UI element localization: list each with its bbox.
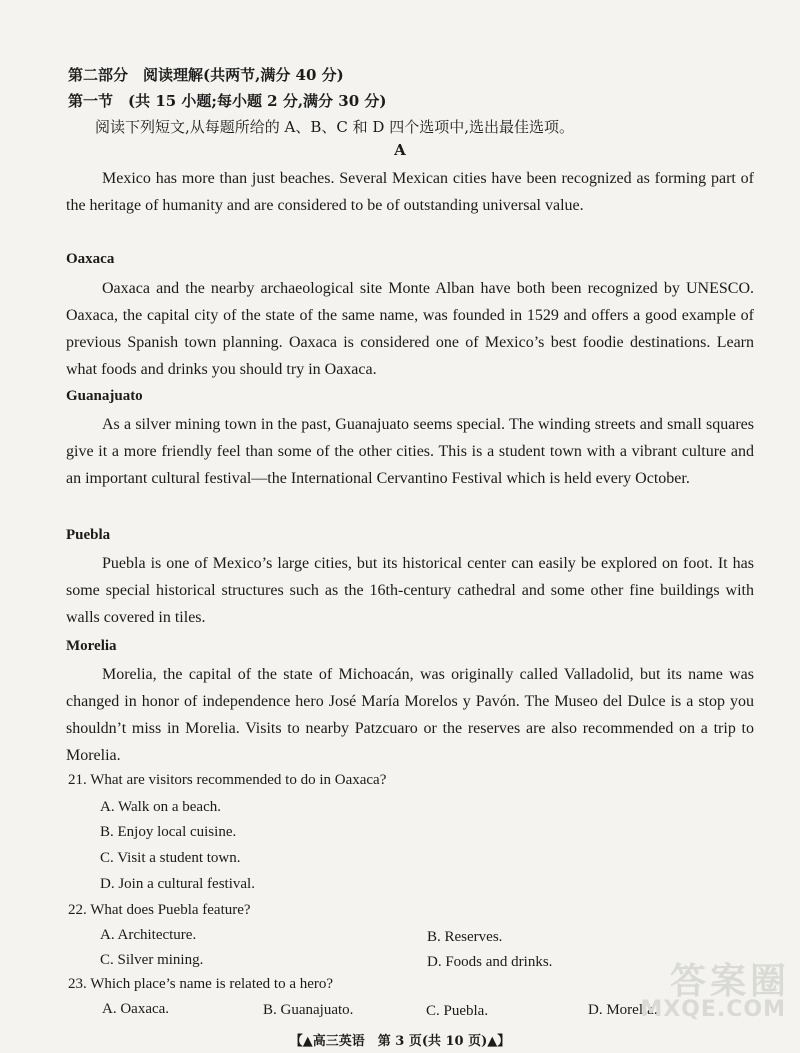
question-22: 22. What does Puebla feature? — [68, 902, 251, 918]
city-heading-morelia: Morelia — [66, 638, 117, 654]
city-heading-oaxaca: Oaxaca — [66, 251, 115, 267]
watermark — [620, 953, 790, 1025]
city-paragraph-morelia: Morelia, the capital of the state of Michoacán, was originally called Valladolid, but its name was changed in honor of independence hero José María Morelos y Pavón. The Museo del Dulce is a stop you shouldn’t miss in Morelia. Visits to nearby Patzcuaro or the reserves are also recommended on a trip to Morelia. — [66, 666, 754, 764]
page-footer: 【▲高三英语 第 3 页(共 10 页)▲】 — [289, 1034, 511, 1049]
q23-option-b: B. Guanajuato. — [263, 1002, 354, 1018]
city-heading-puebla: Puebla — [66, 527, 111, 543]
q21-option-d: D. Join a cultural festival. — [100, 876, 255, 892]
city-paragraph-guanajuato: As a silver mining town in the past, Guanajuato seems special. The winding streets and small squares give it a more friendly feel than some of the other cities. This is a student town with a vibrant culture and an important cultural festival—the International Cervantino Festival which is held every October. — [66, 416, 754, 487]
q22-option-d: D. Foods and drinks. — [427, 954, 553, 970]
watermark-url: MXQE.COM — [640, 997, 786, 1022]
instruction: 阅读下列短文,从每题所给的 A、B、C 和 D 四个选项中,选出最佳选项。 — [95, 118, 574, 136]
q22-option-c: C. Silver mining. — [100, 952, 204, 968]
q21-option-b: B. Enjoy local cuisine. — [100, 824, 237, 840]
q22-option-a: A. Architecture. — [100, 927, 197, 943]
q21-option-c: C. Visit a student town. — [100, 850, 241, 866]
section-title: 第一节 (共 15 小题;每小题 2 分,满分 30 分) — [68, 92, 387, 110]
city-paragraph-puebla: Puebla is one of Mexico’s large cities, but its historical center can easily be explored on foot. It has some special historical structures such as the 16th-century cathedral and some other fine buildings with walls covered in tiles. — [66, 555, 754, 626]
watermark-title: 答案圈 — [669, 960, 790, 1002]
q22-option-b: B. Reserves. — [427, 929, 503, 945]
passage-letter: A — [394, 141, 406, 159]
q23-option-a: A. Oaxaca. — [102, 1001, 170, 1017]
q23-option-d: D. Morelia. — [588, 1002, 658, 1018]
passage-intro: Mexico has more than just beaches. Several Mexican cities have been recognized as forming part of the heritage of humanity and are considered to be of outstanding universal value. — [66, 170, 754, 214]
part-title: 第二部分 阅读理解(共两节,满分 40 分) — [68, 66, 344, 84]
city-heading-guanajuato: Guanajuato — [66, 388, 143, 404]
q23-option-c: C. Puebla. — [426, 1003, 489, 1019]
q21-option-a: A. Walk on a beach. — [100, 799, 221, 815]
question-23: 23. Which place’s name is related to a hero? — [68, 976, 334, 992]
question-21: 21. What are visitors recommended to do in Oaxaca? — [68, 772, 387, 788]
city-paragraph-oaxaca: Oaxaca and the nearby archaeological site Monte Alban have both been recognized by UNESCO. Oaxaca, the capital city of the state of the same name, was founded in 1529 and offers a good example of previous Spanish town planning. Oaxaca is considered one of Mexico’s best foodie destinations. Learn what foods and drinks you should try in Oaxaca. — [66, 280, 754, 378]
